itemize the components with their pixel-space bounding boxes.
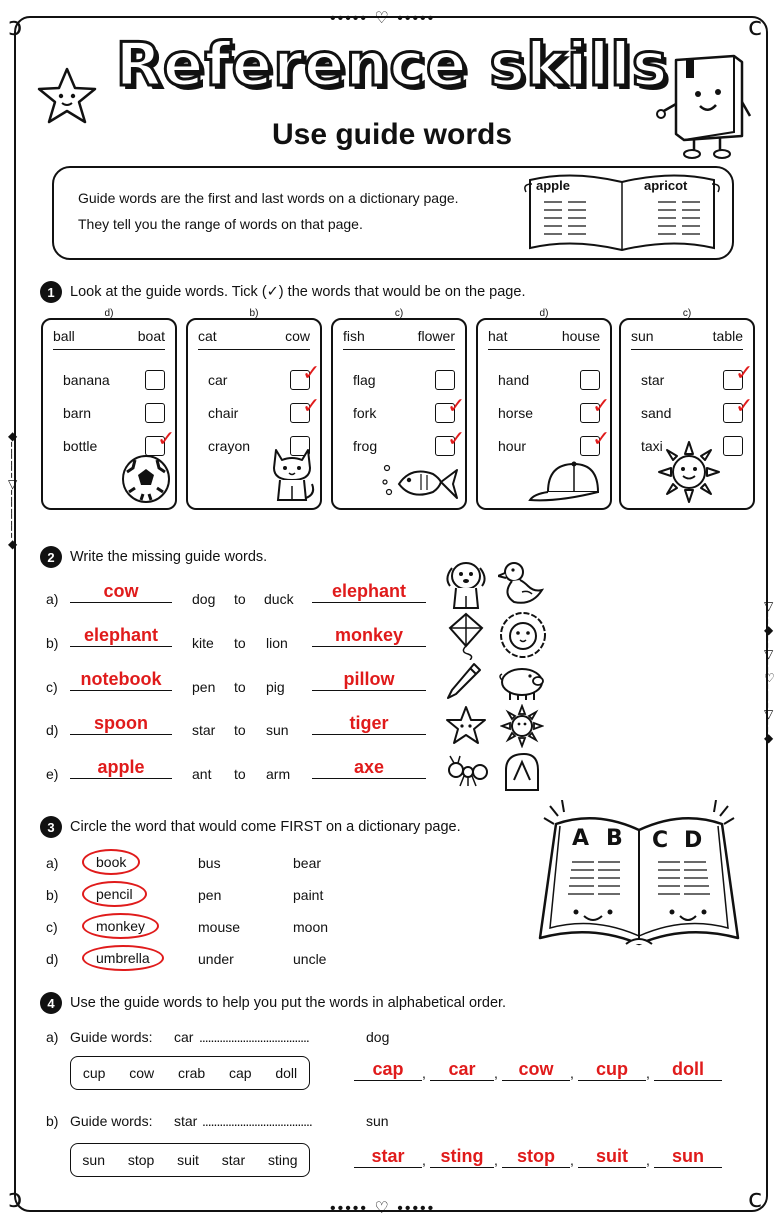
given-word: ant bbox=[192, 766, 212, 782]
answer-blank[interactable]: apple bbox=[70, 756, 172, 779]
duck-icon bbox=[498, 560, 544, 608]
word-bank-item: sting bbox=[267, 1152, 298, 1168]
swirl-icon: ↄ bbox=[8, 12, 23, 42]
tick-box[interactable] bbox=[290, 361, 321, 390]
page-subtitle: Use guide words bbox=[271, 118, 513, 151]
word-option[interactable]: bus bbox=[198, 855, 221, 871]
section-instruction: Use the guide words to help you put the words in alphabetical order. bbox=[70, 995, 507, 1011]
word-row bbox=[198, 361, 321, 392]
order-answer[interactable]: doll bbox=[654, 1058, 722, 1081]
order-answer[interactable]: suit bbox=[578, 1145, 646, 1168]
guide-word-card bbox=[41, 308, 177, 510]
word-bank-item: crab bbox=[177, 1065, 206, 1081]
row-label: b) bbox=[46, 1113, 59, 1129]
swirl-icon: ↄ bbox=[8, 1184, 23, 1214]
guide-word-card bbox=[331, 308, 467, 510]
book-letter: A bbox=[572, 826, 590, 851]
guide-start-word: car bbox=[174, 1029, 194, 1045]
given-word: star bbox=[192, 722, 216, 738]
connector-word: to bbox=[234, 591, 246, 607]
word-option[interactable]: paint bbox=[293, 887, 324, 903]
row-label: d) bbox=[46, 722, 59, 738]
row-label: d) bbox=[46, 951, 59, 967]
big-dictionary-icon bbox=[536, 800, 742, 956]
heart-divider-icon: ••••• ♡ ••••• bbox=[330, 10, 436, 27]
tick-box[interactable] bbox=[145, 370, 165, 390]
tick-box[interactable] bbox=[723, 394, 754, 423]
soccer-ball-icon bbox=[121, 454, 171, 504]
word-label: horse bbox=[498, 405, 534, 421]
word-label: sand bbox=[641, 405, 672, 421]
answer-row: star , sting , stop , suit , sun bbox=[354, 1145, 722, 1168]
word-row bbox=[488, 368, 600, 392]
word-label: barn bbox=[63, 405, 92, 421]
first-guide-word: cat bbox=[198, 328, 217, 344]
word-label: hand bbox=[498, 372, 530, 388]
order-answer[interactable]: cup bbox=[578, 1058, 646, 1081]
word-bank-item: star bbox=[221, 1152, 246, 1168]
word-option[interactable]: moon bbox=[293, 919, 329, 935]
word-label: chair bbox=[208, 405, 239, 421]
intro-line-1: Guide words are the first and last words on a dictionary page. bbox=[78, 190, 459, 206]
section-instruction: Look at the guide words. Tick (✓) the words that would be on the page. bbox=[70, 284, 526, 300]
row-label: e) bbox=[46, 766, 59, 782]
order-answer[interactable]: sun bbox=[654, 1145, 722, 1168]
given-word: dog bbox=[192, 591, 216, 607]
word-row bbox=[343, 427, 466, 458]
last-guide-word: boat bbox=[137, 328, 165, 344]
axe-icon bbox=[500, 750, 544, 792]
section-3-heading bbox=[40, 816, 461, 838]
circled-word[interactable]: monkey bbox=[82, 913, 159, 939]
guide-word-left: apple bbox=[536, 178, 570, 193]
card-guide-words bbox=[198, 328, 310, 350]
page-title: Reference skills bbox=[115, 30, 669, 100]
side-ornament-icon: ▽ ╎ ◆ ╎ ▽ ╎ ♡ ╎ ╎ ▽ ╎ ◆ bbox=[764, 599, 775, 745]
section-4-heading bbox=[40, 992, 506, 1014]
answer-blank[interactable]: elephant bbox=[70, 624, 172, 647]
row-label: c) bbox=[46, 919, 58, 935]
card-guide-words bbox=[631, 328, 743, 350]
guide-end-word: dog bbox=[366, 1029, 390, 1045]
tick-box[interactable] bbox=[145, 403, 165, 423]
word-row bbox=[631, 361, 754, 392]
given-word: pig bbox=[266, 679, 285, 695]
first-guide-word: fish bbox=[343, 328, 365, 344]
last-guide-word: table bbox=[712, 328, 743, 344]
section-1-heading bbox=[40, 281, 525, 303]
pen-icon bbox=[444, 660, 484, 702]
card-letter: c) bbox=[394, 308, 404, 319]
tick-box[interactable] bbox=[290, 394, 321, 423]
word-bank bbox=[70, 1143, 310, 1177]
row-label: b) bbox=[46, 887, 59, 903]
word-bank-item: cow bbox=[129, 1065, 155, 1081]
word-row bbox=[488, 427, 611, 458]
lion-icon bbox=[498, 610, 548, 660]
dotted-leader: ...................................... bbox=[199, 1029, 309, 1045]
book-letter: D bbox=[684, 828, 703, 853]
star-icon bbox=[444, 704, 488, 748]
red-tick-icon: ✓ bbox=[447, 427, 466, 452]
answer-blank[interactable]: notebook bbox=[70, 668, 172, 691]
given-word: kite bbox=[192, 635, 214, 651]
last-guide-word: flower bbox=[417, 328, 455, 344]
circled-word[interactable]: book bbox=[82, 849, 140, 875]
pig-icon bbox=[498, 662, 546, 702]
red-tick-icon: ✓ bbox=[447, 394, 466, 419]
circled-word[interactable]: pencil bbox=[82, 881, 147, 907]
cat-icon bbox=[268, 444, 316, 504]
card-letter: b) bbox=[249, 308, 259, 319]
word-label: crayon bbox=[208, 438, 251, 454]
answer-blank[interactable]: pillow bbox=[312, 668, 426, 691]
dog-icon bbox=[444, 558, 488, 610]
tick-box[interactable] bbox=[435, 370, 455, 390]
word-label: frog bbox=[353, 438, 378, 454]
section-2-heading bbox=[40, 546, 267, 568]
guide-word-card bbox=[186, 308, 322, 510]
guide-words-label: Guide words: bbox=[70, 1113, 153, 1129]
cap-icon bbox=[528, 458, 606, 504]
card-letter: c) bbox=[682, 308, 692, 319]
tick-box[interactable] bbox=[723, 436, 743, 456]
first-guide-word: ball bbox=[53, 328, 75, 344]
word-row bbox=[488, 394, 611, 425]
answer-blank[interactable]: tiger bbox=[312, 712, 426, 735]
word-bank-item: suit bbox=[177, 1152, 199, 1168]
guide-end-word: sun bbox=[366, 1113, 389, 1129]
answer-blank[interactable]: spoon bbox=[70, 712, 172, 735]
order-answer[interactable]: cow bbox=[502, 1058, 570, 1081]
intro-box bbox=[52, 166, 734, 260]
first-guide-word: hat bbox=[488, 328, 508, 344]
smiling-star-icon bbox=[36, 66, 98, 126]
word-option[interactable]: under bbox=[198, 951, 234, 967]
word-label: hour bbox=[498, 438, 527, 454]
card-guide-words bbox=[343, 328, 455, 350]
order-answer[interactable]: stop bbox=[502, 1145, 570, 1168]
row-label: a) bbox=[46, 591, 59, 607]
word-row bbox=[631, 394, 754, 425]
word-row bbox=[53, 368, 165, 392]
dotted-leader: ...................................... bbox=[202, 1113, 312, 1129]
tick-box[interactable] bbox=[145, 427, 176, 456]
answer-blank[interactable]: monkey bbox=[312, 624, 426, 647]
guide-word-card bbox=[476, 308, 612, 510]
word-label: taxi bbox=[641, 438, 663, 454]
connector-word: to bbox=[234, 635, 246, 651]
order-answer[interactable]: sting bbox=[430, 1145, 494, 1168]
row-label: c) bbox=[46, 679, 58, 695]
word-option[interactable]: mouse bbox=[198, 919, 241, 935]
section-number: 3 bbox=[40, 816, 62, 838]
circled-word[interactable]: umbrella bbox=[82, 945, 164, 971]
word-label: flag bbox=[353, 372, 376, 388]
order-answer[interactable]: cap bbox=[354, 1058, 422, 1081]
word-label: car bbox=[208, 372, 228, 388]
tick-box[interactable] bbox=[435, 427, 466, 456]
guide-start-word: star bbox=[174, 1113, 198, 1129]
kite-icon bbox=[446, 612, 486, 660]
last-guide-word: house bbox=[561, 328, 600, 344]
tick-box[interactable] bbox=[435, 394, 466, 423]
word-label: banana bbox=[63, 372, 110, 388]
tick-box[interactable] bbox=[580, 427, 611, 456]
side-ornament-icon: ◆ ╎ ╎ ╎ ▽ ╎ ╎ ╎ ╎ ◆ bbox=[8, 429, 18, 551]
swirl-icon: c bbox=[748, 12, 763, 42]
red-tick-icon: ✓ bbox=[735, 361, 754, 386]
word-row bbox=[198, 394, 321, 425]
card-guide-words bbox=[53, 328, 165, 350]
heart-divider-icon: ••••• ♡ ••••• bbox=[330, 1200, 436, 1217]
red-tick-icon: ✓ bbox=[302, 361, 321, 386]
section-instruction: Write the missing guide words. bbox=[70, 549, 268, 565]
card-letter: d) bbox=[104, 308, 114, 319]
swirl-icon: c bbox=[748, 1184, 763, 1214]
sun-icon bbox=[657, 440, 721, 504]
order-answer[interactable]: car bbox=[430, 1058, 494, 1081]
section-number: 1 bbox=[40, 281, 62, 303]
connector-word: to bbox=[234, 679, 246, 695]
word-row bbox=[53, 401, 165, 425]
word-option[interactable]: bear bbox=[293, 855, 322, 871]
ant-icon bbox=[446, 754, 490, 790]
word-bank-item: sun bbox=[82, 1152, 105, 1168]
tick-box[interactable] bbox=[580, 394, 611, 423]
tick-box[interactable] bbox=[580, 370, 600, 390]
guide-words-label: Guide words: bbox=[70, 1029, 153, 1045]
word-label: fork bbox=[353, 405, 377, 421]
given-word: duck bbox=[264, 591, 294, 607]
row-label: a) bbox=[46, 1029, 59, 1045]
section-number: 4 bbox=[40, 992, 62, 1014]
word-option[interactable]: uncle bbox=[293, 951, 327, 967]
card-letter: d) bbox=[539, 308, 549, 319]
sun-icon bbox=[500, 704, 544, 748]
word-bank bbox=[70, 1056, 310, 1090]
red-tick-icon: ✓ bbox=[302, 394, 321, 419]
intro-line-2: They tell you the range of words on that page. bbox=[78, 216, 363, 232]
word-row bbox=[343, 368, 455, 392]
guide-word-right: apricot bbox=[644, 178, 688, 193]
connector-word: to bbox=[234, 722, 246, 738]
order-answer[interactable]: star bbox=[354, 1145, 422, 1168]
word-row bbox=[343, 394, 466, 425]
word-label: star bbox=[641, 372, 665, 388]
tick-box[interactable] bbox=[723, 361, 754, 390]
book-letter: C bbox=[652, 828, 669, 853]
first-guide-word: sun bbox=[631, 328, 654, 344]
row-label: a) bbox=[46, 855, 59, 871]
answer-blank[interactable]: cow bbox=[70, 580, 172, 603]
last-guide-word: cow bbox=[285, 328, 310, 344]
section-number: 2 bbox=[40, 546, 62, 568]
answer-row: cap , car , cow , cup , doll bbox=[354, 1058, 722, 1081]
red-tick-icon: ✓ bbox=[592, 427, 611, 452]
book-letter: B bbox=[606, 826, 623, 851]
answer-blank[interactable]: axe bbox=[312, 756, 426, 779]
red-tick-icon: ✓ bbox=[592, 394, 611, 419]
red-tick-icon: ✓ bbox=[735, 394, 754, 419]
connector-word: to bbox=[234, 766, 246, 782]
row-label: b) bbox=[46, 635, 59, 651]
word-bank-item: cap bbox=[228, 1065, 252, 1081]
fish-icon bbox=[381, 460, 461, 504]
word-bank-item: stop bbox=[127, 1152, 155, 1168]
given-word: arm bbox=[266, 766, 291, 782]
guide-word-card bbox=[619, 308, 755, 510]
word-label: bottle bbox=[63, 438, 98, 454]
word-option[interactable]: pen bbox=[198, 887, 222, 903]
given-word: pen bbox=[192, 679, 216, 695]
answer-blank[interactable]: elephant bbox=[312, 580, 426, 603]
given-word: lion bbox=[266, 635, 288, 651]
word-bank-item: doll bbox=[275, 1065, 298, 1081]
given-word: sun bbox=[266, 722, 289, 738]
word-bank-item: cup bbox=[82, 1065, 106, 1081]
section-instruction: Circle the word that would come FIRST on a dictionary page. bbox=[70, 819, 461, 835]
red-tick-icon: ✓ bbox=[157, 427, 176, 452]
card-guide-words bbox=[488, 328, 600, 350]
